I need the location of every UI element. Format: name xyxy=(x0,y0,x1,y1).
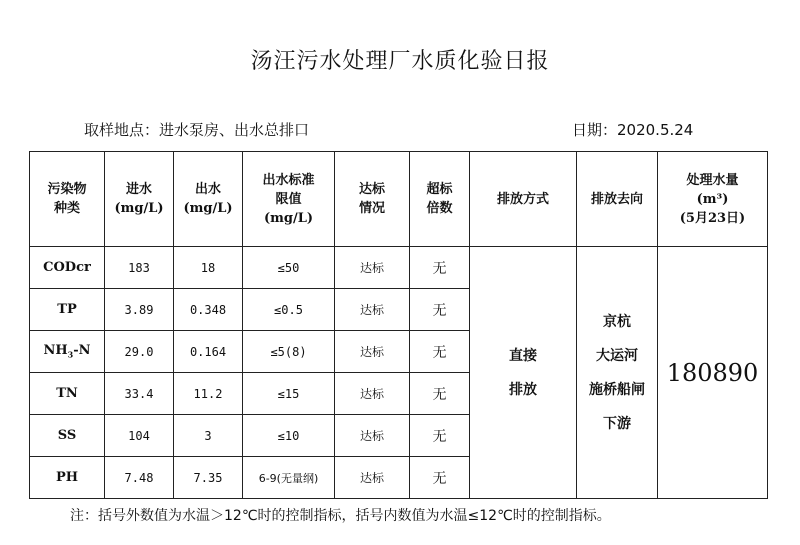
table-row xyxy=(30,247,768,289)
report-title: 汤汪污水处理厂水质化验日报 xyxy=(250,49,550,74)
compliance-status: 达标 xyxy=(335,331,410,373)
compliance-status: 达标 xyxy=(335,415,410,457)
exceed-ratio: 无 xyxy=(410,457,470,499)
limit-value: ≤5(8) xyxy=(243,331,335,373)
exceed-ratio: 无 xyxy=(410,331,470,373)
header-row xyxy=(30,152,768,247)
header-discharge-destination: 排放去向 xyxy=(577,152,658,247)
pollutant-name: CODcr xyxy=(30,247,105,289)
influent-value: 33.4 xyxy=(105,373,174,415)
influent-value: 7.48 xyxy=(105,457,174,499)
limit-value: ≤0.5 xyxy=(243,289,335,331)
header-influent: 进水 (mg/L) xyxy=(105,152,174,247)
discharge-method: 直接 排放 xyxy=(470,247,577,499)
report-date: 日期：2020.5.24 xyxy=(572,121,694,139)
header-limit: 出水标准 限值 (mg/L) xyxy=(243,152,335,247)
effluent-value: 7.35 xyxy=(174,457,243,499)
compliance-status: 达标 xyxy=(335,247,410,289)
effluent-value: 11.2 xyxy=(174,373,243,415)
header-volume: 处理水量 (m³) (5月23日) xyxy=(658,152,768,247)
sampling-location: 取样地点：进水泵房、出水总排口 xyxy=(84,121,310,139)
pollutant-name: $NH_3-N$ xyxy=(30,331,105,373)
discharge-destination: 京杭 大运河 施桥船闸 下游 xyxy=(577,247,658,499)
influent-value: 3.89 xyxy=(105,289,174,331)
compliance-status: 达标 xyxy=(335,373,410,415)
influent-value: 104 xyxy=(105,415,174,457)
effluent-value: 18 xyxy=(174,247,243,289)
pollutant-name: TP xyxy=(30,289,105,331)
influent-value: 29.0 xyxy=(105,331,174,373)
limit-value: 6-9(无量纲) xyxy=(243,457,335,499)
compliance-status: 达标 xyxy=(335,457,410,499)
header-exceed: 超标 倍数 xyxy=(410,152,470,247)
header-compliance: 达标 情况 xyxy=(335,152,410,247)
water-quality-table xyxy=(29,151,768,499)
compliance-status: 达标 xyxy=(335,289,410,331)
exceed-ratio: 无 xyxy=(410,289,470,331)
treated-volume: 180890 xyxy=(658,247,768,499)
exceed-ratio: 无 xyxy=(410,247,470,289)
exceed-ratio: 无 xyxy=(410,415,470,457)
limit-value: ≤10 xyxy=(243,415,335,457)
pollutant-name: SS xyxy=(30,415,105,457)
limit-value: ≤50 xyxy=(243,247,335,289)
effluent-value: 3 xyxy=(174,415,243,457)
effluent-value: 0.348 xyxy=(174,289,243,331)
header-pollutant: 污染物 种类 xyxy=(30,152,105,247)
effluent-value: 0.164 xyxy=(174,331,243,373)
header-effluent: 出水 (mg/L) xyxy=(174,152,243,247)
influent-value: 183 xyxy=(105,247,174,289)
header-discharge-method: 排放方式 xyxy=(470,152,577,247)
pollutant-name: TN xyxy=(30,373,105,415)
pollutant-name: PH xyxy=(30,457,105,499)
limit-value: ≤15 xyxy=(243,373,335,415)
footnote: 注：括号外数值为水温＞12℃时的控制指标，括号内数值为水温≤12℃时的控制指标。 xyxy=(70,508,611,524)
exceed-ratio: 无 xyxy=(410,373,470,415)
